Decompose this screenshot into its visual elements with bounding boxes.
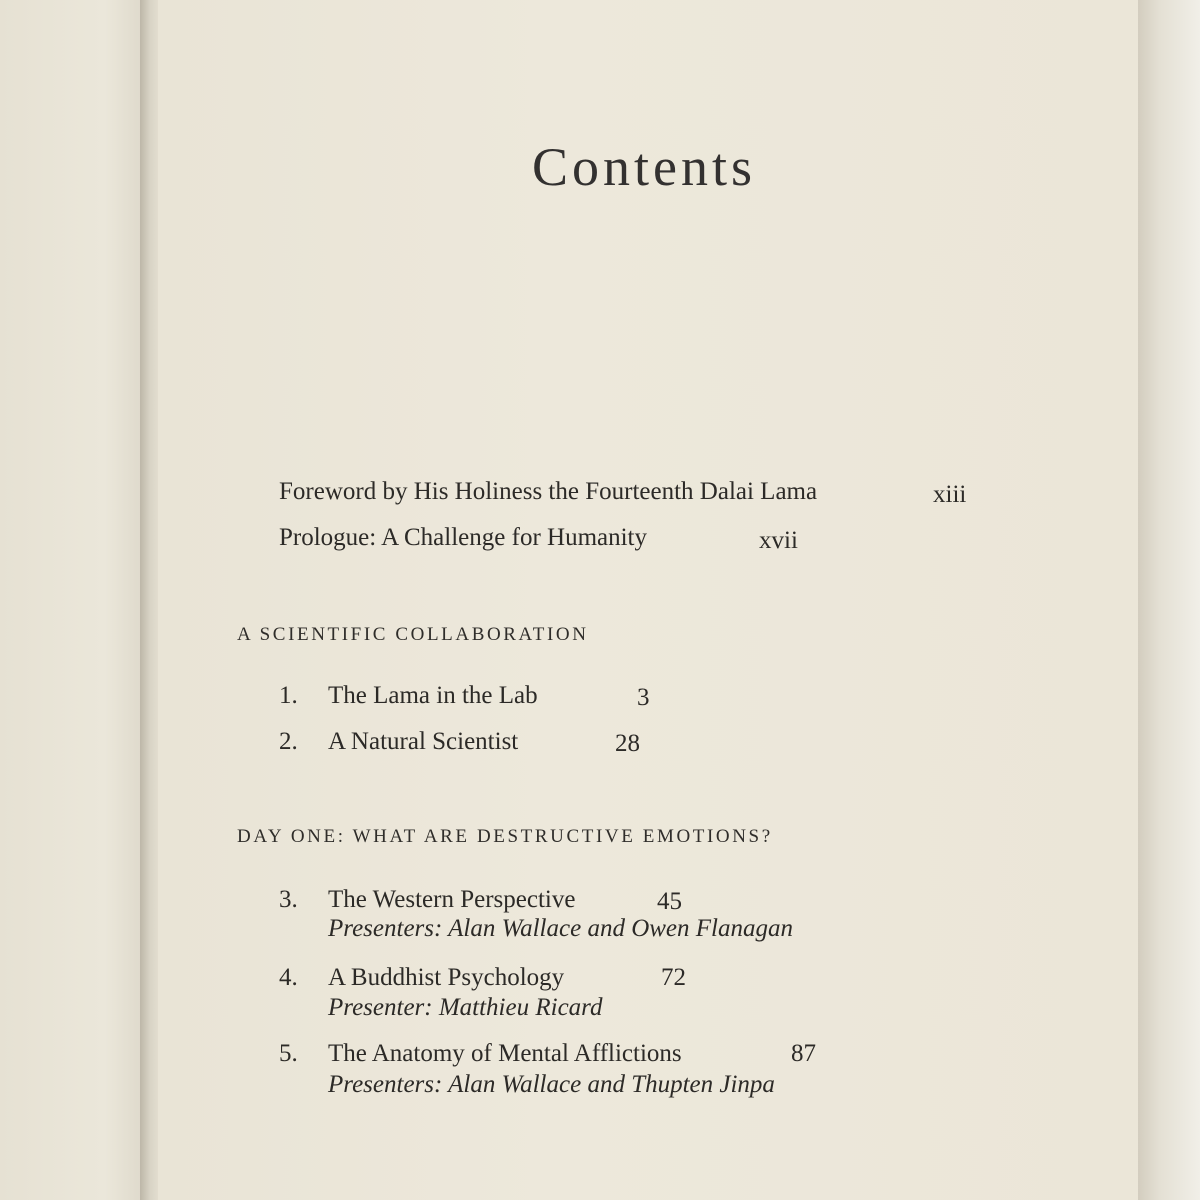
chapter-presenters: Presenters: Alan Wallace and Owen Flanagan	[328, 915, 793, 942]
chapter-number: 3.	[279, 886, 298, 913]
chapter-presenters: Presenters: Alan Wallace and Thupten Jinpa	[328, 1071, 775, 1098]
chapter-page: 87	[791, 1040, 816, 1067]
chapter-title: A Natural Scientist	[328, 728, 519, 755]
chapter-title: The Anatomy of Mental Afflictions	[328, 1040, 682, 1067]
foreword-title: Foreword by His Holiness the Fourteenth Dalai Lama	[279, 478, 818, 505]
foreword-page: xiii	[933, 481, 967, 508]
chapter-page: 3	[637, 684, 650, 711]
chapter-page: 28	[615, 730, 640, 757]
prologue-title: Prologue: A Challenge for Humanity	[279, 524, 648, 551]
page-title: Contents	[531, 137, 756, 197]
chapter-number: 1.	[279, 682, 298, 709]
chapter-title: The Western Perspective	[328, 886, 576, 913]
chapter-number: 2.	[279, 728, 298, 755]
chapter-presenters: Presenter: Matthieu Ricard	[328, 994, 603, 1021]
chapter-title: The Lama in the Lab	[328, 682, 538, 709]
chapter-page: 45	[657, 888, 682, 915]
chapter-page: 72	[661, 964, 686, 991]
section-heading: DAY ONE: WHAT ARE DESTRUCTIVE EMOTIONS?	[237, 826, 773, 847]
chapter-number: 4.	[279, 964, 298, 991]
chapter-number: 5.	[279, 1040, 298, 1067]
prologue-page: xvii	[759, 527, 798, 554]
section-heading: A SCIENTIFIC COLLABORATION	[237, 624, 589, 645]
chapter-title: A Buddhist Psychology	[328, 964, 565, 991]
